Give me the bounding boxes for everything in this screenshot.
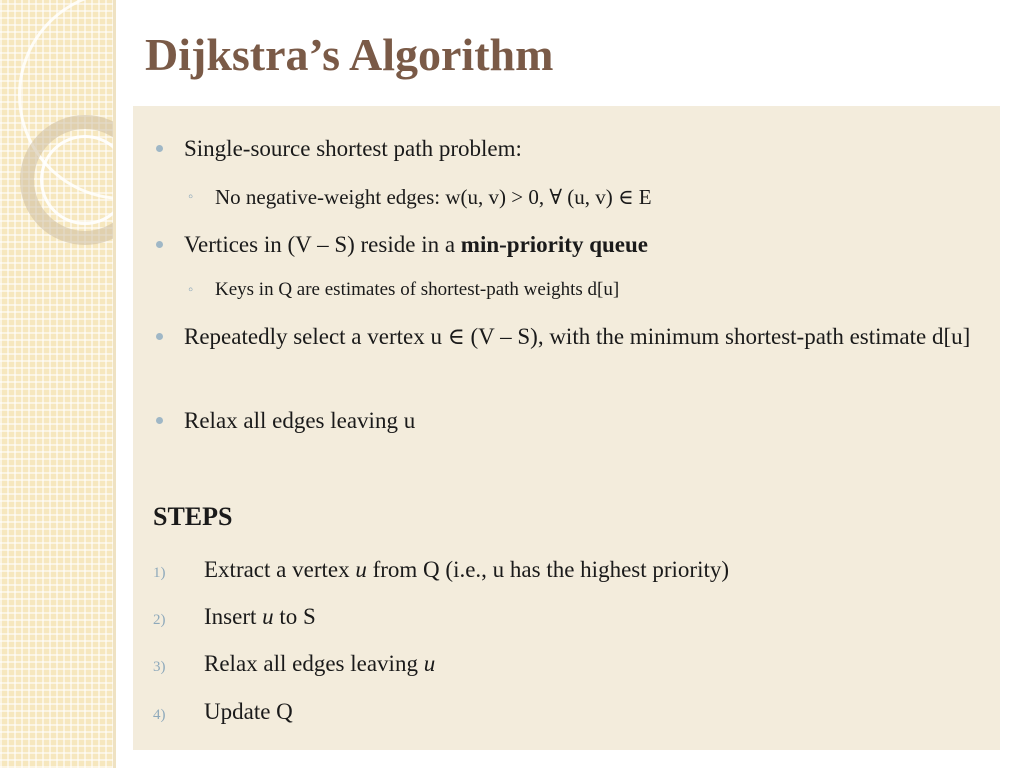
bullet-text: Single-source shortest path problem: [184,136,522,161]
sub-bullet-circle-icon: ◦ [188,282,194,298]
step-italic-text: u [262,604,274,629]
step-item [153,648,436,680]
decorative-sidebar [0,0,113,768]
bullet-text: Repeatedly select a vertex u ∈ (V – S), with the minimum shortest-path estimate d[u] [184,324,971,349]
sidebar-divider [113,0,116,768]
bullet-bold-text: min-priority queue [460,232,648,257]
bullet-item [184,228,974,261]
sub-bullet-item [188,182,975,212]
step-text: Relax all edges leaving [204,651,424,676]
bullet-item [184,404,974,437]
bullet-text: Vertices in (V – S) reside in a [184,232,461,257]
bullet-dot-icon [156,145,163,152]
step-number: 1) [153,565,166,581]
step-text: Extract a vertex [204,557,356,582]
bullet-dot-icon [156,417,163,424]
bullet-dot-icon [156,333,163,340]
sub-bullet-circle-icon: ◦ [188,189,194,205]
step-number: 3) [153,659,166,675]
slide-title: Dijkstra’s Algorithm [145,29,554,80]
sub-bullet-text: No negative-weight edges: w(u, v) > 0, ∀ (u, v) ∈ E [215,185,652,209]
step-text: to S [273,604,316,629]
step-text: Update Q [204,699,293,724]
step-number: 4) [153,707,166,723]
step-item [153,696,293,728]
step-number: 2) [153,612,166,628]
step-item [153,601,316,633]
step-italic-text: u [423,651,436,676]
step-item [153,554,730,586]
bullet-item [184,132,974,165]
steps-heading: STEPS [153,502,233,531]
bullet-item [184,318,974,356]
step-text: Insert [204,604,263,629]
sub-bullet-text: Keys in Q are estimates of shortest-path weights d[u] [215,279,620,300]
step-text: from Q (i.e., u has the highest priority) [366,557,730,582]
bullet-dot-icon [156,241,163,248]
sub-bullet-item [188,275,975,305]
step-italic-text: u [355,557,367,582]
bullet-text: Relax all edges leaving u [184,408,416,433]
